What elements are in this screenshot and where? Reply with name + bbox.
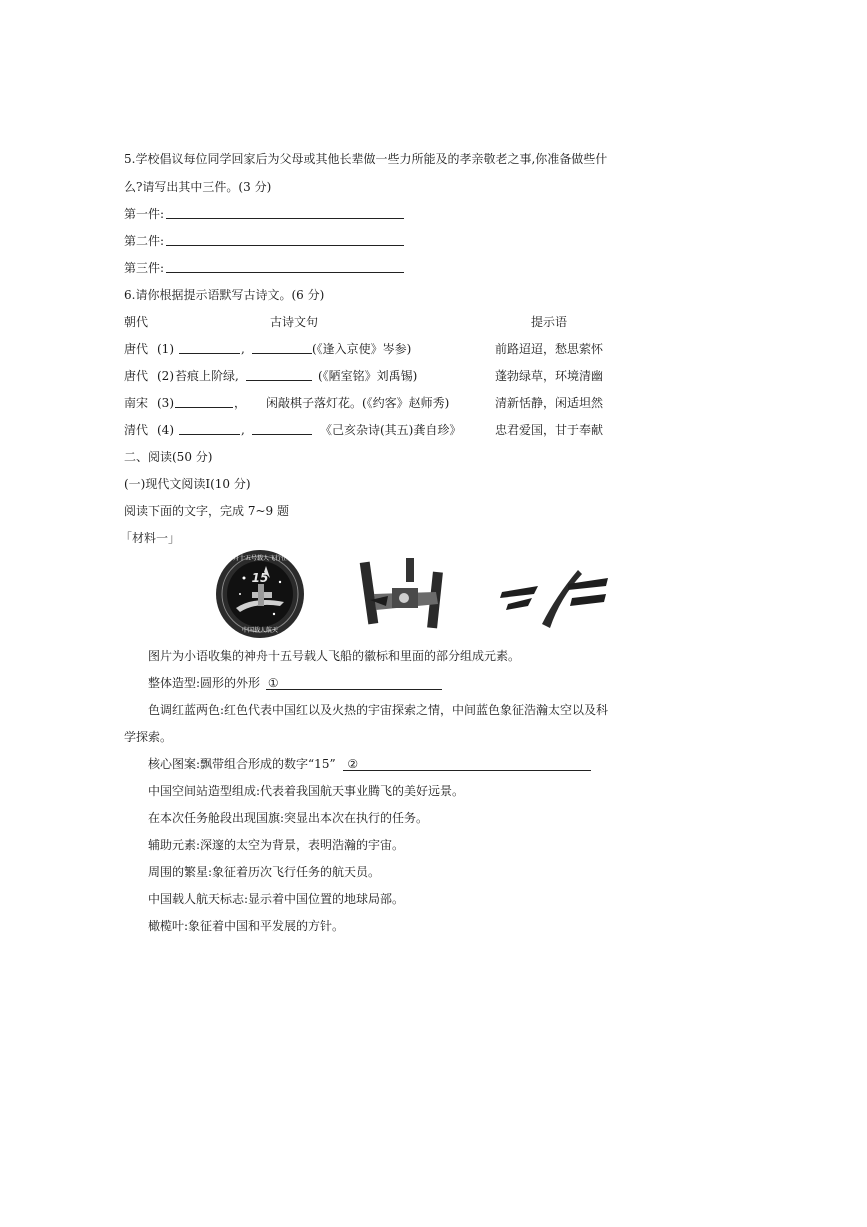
reading-instruction: 阅读下面的文字，完成 7~9 题 bbox=[124, 504, 289, 518]
q6-row3-given: 闲敲棋子落灯花。(《约客》赵师秀) bbox=[266, 396, 450, 410]
q5-line1: 5.学校倡议每位同学回家后为父母或其他长辈做一些力所能及的孝亲敬老之事,你准备做些什 bbox=[124, 152, 608, 166]
q6-row1-dynasty: 唐代 bbox=[124, 342, 149, 356]
para-stars: 周围的繁星:象征着历次飞行任务的航天员。 bbox=[148, 865, 381, 879]
q5-item-2-label: 第二件: bbox=[124, 234, 165, 248]
q6-row3-dynasty: 南宋 bbox=[124, 396, 149, 410]
q6-row1-num: (1) bbox=[157, 342, 174, 356]
badge-top-text: 神舟十五号载人飞行任务 bbox=[226, 555, 294, 562]
q5-item-3-label: 第三件: bbox=[124, 261, 165, 275]
q5-item-3-answer-line[interactable] bbox=[166, 272, 404, 273]
badge-bottom-text: 中国载人航天 bbox=[241, 627, 279, 634]
q6-title: 6.请你根据提示语默写古诗文。(6 分) bbox=[124, 288, 325, 302]
para-core-pattern bbox=[148, 756, 591, 772]
q6-row2-hint: 蓬勃绿草，环境清幽 bbox=[495, 369, 604, 383]
q6-row1-hint: 前路迢迢，愁思萦怀 bbox=[495, 342, 604, 356]
q6-row2-source: (《陋室铭》刘禹锡) bbox=[318, 369, 418, 383]
para-station: 中国空间站造型组成:代表着我国航天事业腾飞的美好远景。 bbox=[148, 784, 465, 798]
para-auxiliary: 辅助元素:深邃的太空为背景，表明浩瀚的宇宙。 bbox=[148, 838, 405, 852]
para-color-line1: 色调红蓝两色:红色代表中国红以及火热的宇宙探索之情，中间蓝色象征浩瀚太空以及科 bbox=[148, 703, 609, 717]
q6-row2-blank[interactable] bbox=[246, 380, 312, 381]
q6-row2-num: (2) bbox=[157, 369, 174, 383]
core-pattern-label: 核心图案:飘带组合形成的数字“15” bbox=[148, 757, 336, 771]
q5-line2: 么?请写出其中三件。(3 分) bbox=[124, 180, 272, 194]
q6-row1-blank-2[interactable] bbox=[252, 353, 312, 354]
para-logo: 中国载人航天标志:显示着中国位置的地球局部。 bbox=[148, 892, 405, 906]
para-intro: 图片为小语收集的神舟十五号载人飞船的徽标和里面的部分组成元素。 bbox=[148, 649, 521, 663]
q6-row3-blank[interactable] bbox=[175, 407, 233, 408]
q6-row4-num: (4) bbox=[157, 423, 174, 437]
overall-shape-label: 整体造型:圆形的外形 bbox=[148, 676, 261, 690]
q6-row4-blank-1[interactable] bbox=[179, 434, 240, 435]
space-station-image bbox=[356, 552, 452, 632]
q6-row4-comma: , bbox=[241, 423, 245, 437]
q5-item-1-label: 第一件: bbox=[124, 207, 165, 221]
q6-row2-given: 苔痕上阶绿, bbox=[175, 369, 239, 383]
q6-row3-num: (3) bbox=[157, 396, 174, 410]
section2-subtitle: (一)现代文阅读Ⅰ(10 分) bbox=[124, 477, 251, 491]
q6-row4-dynasty: 清代 bbox=[124, 423, 149, 437]
ribbon-15-image bbox=[498, 566, 610, 630]
q6-row3-comma: ， bbox=[234, 396, 247, 410]
para-olive: 橄榄叶:象征着中国和平发展的方针。 bbox=[148, 919, 345, 933]
q5-item-2-answer-line[interactable] bbox=[166, 245, 404, 246]
q6-header-hint: 提示语 bbox=[531, 315, 568, 329]
section2-title: 二、阅读(50 分) bbox=[124, 450, 213, 464]
blank-1[interactable] bbox=[266, 675, 442, 690]
badge-number-text: 15 bbox=[251, 571, 269, 585]
q6-header-verse: 古诗文句 bbox=[270, 315, 319, 329]
para-overall-shape bbox=[148, 675, 442, 691]
q6-row4-hint: 忠君爱国，甘于奉献 bbox=[495, 423, 604, 437]
q6-row1-source: (《逢入京使》岑参) bbox=[312, 342, 412, 356]
q6-row3-hint: 清新恬静，闲适坦然 bbox=[495, 396, 604, 410]
shenzhou15-badge-image bbox=[214, 548, 306, 640]
q5-item-1-answer-line[interactable] bbox=[166, 218, 404, 219]
blank-1-mark: ① bbox=[267, 676, 279, 690]
blank-2-mark: ② bbox=[347, 757, 359, 771]
q6-row2-dynasty: 唐代 bbox=[124, 369, 149, 383]
blank-2[interactable] bbox=[343, 756, 591, 771]
q6-row4-blank-2[interactable] bbox=[252, 434, 312, 435]
para-color-line2: 学探索。 bbox=[124, 730, 173, 744]
material-label: 「材料一」 bbox=[120, 531, 181, 545]
q6-row1-blank-1[interactable] bbox=[179, 353, 240, 354]
q6-row4-source: 《己亥杂诗(其五)龚自珍》 bbox=[320, 423, 462, 437]
q6-row1-comma: , bbox=[241, 342, 245, 356]
para-flag: 在本次任务舱段出现国旗:突显出本次在执行的任务。 bbox=[148, 811, 429, 825]
q6-header-dynasty: 朝代 bbox=[124, 315, 149, 329]
